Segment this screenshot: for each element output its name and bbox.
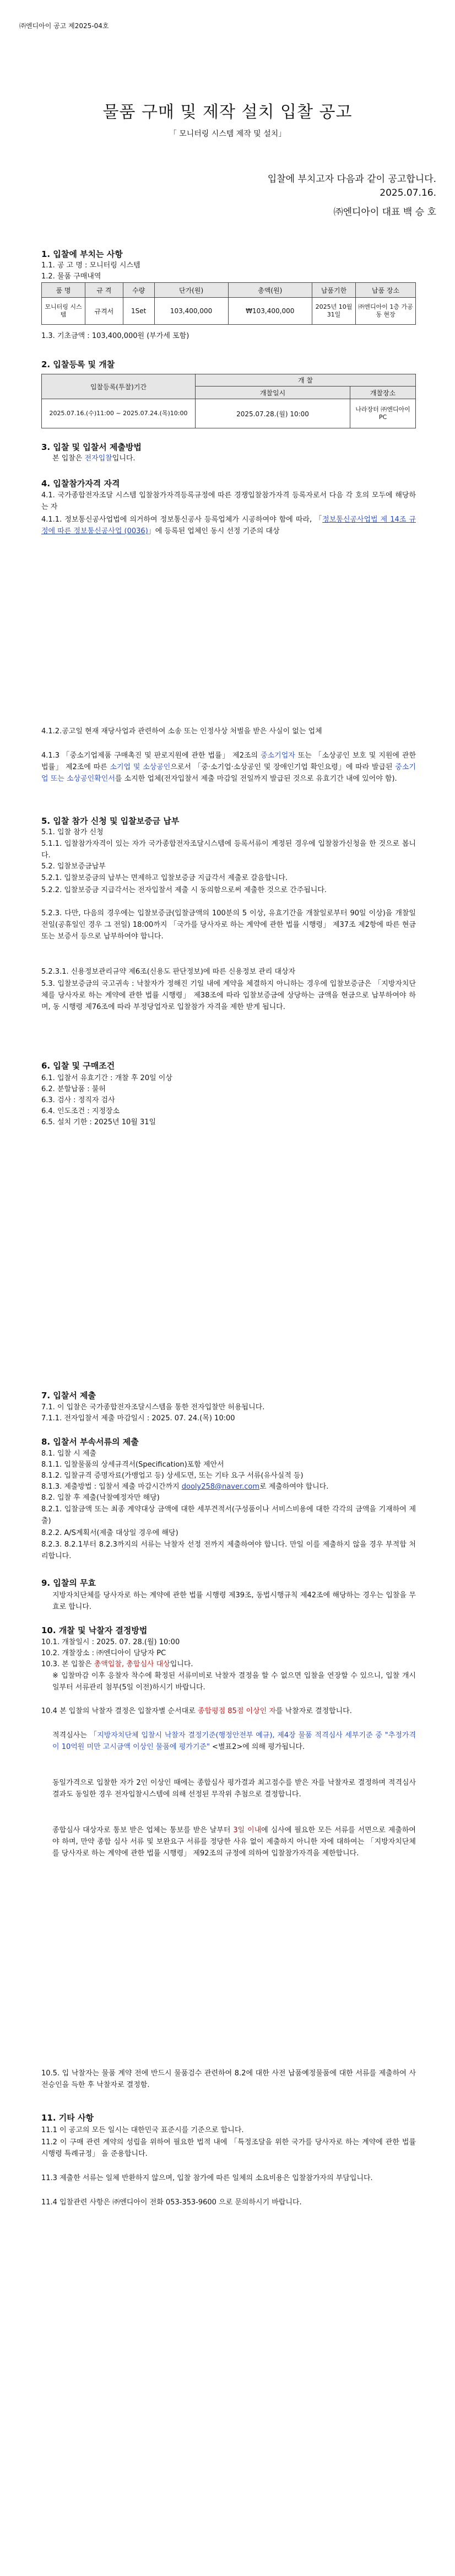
td-deadline: 2025년 10월 31일 [312,298,356,325]
s4-p2d: 인 동시 선정 기준의 대상 [201,527,280,535]
s6-l5: 6.5. 설치 기한 : 2025년 10월 31일 [41,1118,156,1126]
purchase-table [41,282,416,325]
section-4-heading: 4. 입찰참가자격 자격 [41,479,120,489]
s4-p4 [41,750,416,785]
notice-date: 2025.07.16. [380,187,436,198]
s4-p2 [41,514,416,537]
intro-line: 입찰에 부치고자 다음과 같이 공고합니다. [267,174,436,185]
s10-l2: 10.2. 개찰장소 : ㈜엔디아이 담당자 PC [41,1649,166,1657]
table-row [42,298,416,325]
issuer: ㈜엔디아이 대표 백 승 호 [333,207,436,218]
s11-p3: 11.3 제출한 서류는 일체 반환하지 않으며, 입찰 참가에 따른 일체의 소요비용은 입찰참가자의 부담입니다. [41,2174,373,2182]
s9-p1: 지방자치단체를 당사자로 하는 계약에 관한 법률 시행령 제39조, 동법시행규칙 제42조에 해당하는 경우는 입찰을 무효로 합니다. [52,1591,416,1611]
s10-l3b: 총액입찰, 총합심사 대상 [94,1660,170,1668]
notice-number: ㈜엔디아이 공고 제2025-04호 [19,22,109,30]
section-2-heading: 2. 입찰등록 및 개찰 [41,359,115,369]
th-deadline: 납품기한 [312,283,356,298]
section-8-heading: 8. 입찰서 부속서류의 제출 [41,1437,139,1447]
table-header-row [42,283,416,298]
s8-l4c: 로 제출하여야 합니다. [259,1483,329,1491]
s4-p4g: 를 소지한 업체(전자입찰서 제출 마감일 전일까지 발급된 것으로 유효기간 내에 있어야 함). [115,775,397,783]
s11-p2: 11.2 이 구매 관련 계약의 성립을 위하여 필요한 법적 내에 「특정조달을 위한 국가를 당사자로 하는 계약에 관한 법률 시행령 특례규정」 을 준용합니다. [41,2138,416,2158]
s5-p2: 5.2.1. 입찰보증금의 납부는 면제하고 입찰보증금 지급각서 제출로 갈음합니다. [41,874,288,882]
s4-p2b: 정보통신공사업법 제 14조 규정에 따른 정보통신공사업 (0036) [41,516,416,535]
s10-p6c: <별표2>에 의해 평가됩니다. [209,1743,305,1751]
section-11-heading: 11. 기타 사항 [41,2113,94,2123]
s8-l1: 8.1. 입찰 시 제출 [41,1450,96,1458]
s5-p5: 5.2.3.1. 신용정보관리규약 제6조(신용도 판단정보)에 따른 신용정보 관리 대상자 [41,968,296,976]
td-opening-date: 2025.07.28.(월) 10:00 [196,399,350,428]
s10-p7: 동일가격으로 입찰한 자가 2인 이상인 때에는 종합심사 평가결과 최고점수를 받은 자를 낙찰자로 결정하며 적격심사 결과도 동일한 경우 전자입찰시스템에 의해 선정된 무작위 추첨으로 결정합니다. [52,1779,416,1799]
s4-p2c: 」에 등록된 업체 [148,527,202,535]
th-period: 입찰등록(투찰)기간 [42,374,196,399]
s8-p6: 8.2.1. 입찰금액 또는 최종 계약대상 금액에 대한 세부견적서(구성품이나 서비스비용에 대한 각각의 금액을 기재하여 제출) [41,1505,416,1525]
s8-l4 [41,1482,416,1492]
s10-p8c: 에 심사에 필요한 모든 서류를 서면으로 제출하여야 하며, 만약 종합 심사 서류 및 보완요구 서류를 정당한 사유 없이 제출하지 아니한 자에 대하여는 「지방자치단체를 당사자로 하는 계약에 관한 법률 시행령」 제92조의 규정에 의하여 입찰참가자격을 제한합니다. [52,1826,416,1858]
s10-p6 [52,1730,416,1753]
page-subtitle: 「 모니터링 시스템 제작 및 설치」 [169,130,286,138]
td-qty: 1Set [123,298,154,325]
s10-p9: 10.5. 입 낙찰자는 물품 계약 전에 반드시 물품검수 관련하여 8.2에 대한 사전 납품예정물품에 대한 서류를 제출하여 사전승인을 득한 후 낙찰자로 결정함. [41,2069,416,2089]
page-title: 물품 구매 및 제작 설치 입찰 공고 [102,103,353,122]
s4-p4f: 중소기업 또는 소상공인확인서 [41,763,416,783]
s8-l5: 8.2. 입찰 후 제출(낙찰예정자만 해당) [41,1494,160,1502]
s10-p6a: 적격심사는 「 [52,1731,98,1740]
s7-l1: 7.1. 이 입찰은 국가종합전자조달시스템을 통한 전자입찰만 허용됩니다. [41,1403,265,1412]
th-opening: 개 찰 [196,374,416,387]
s5-l2: 5.2. 입찰보증금납부 [41,862,106,871]
section-1-heading: 1. 입찰에 부치는 사항 [41,249,123,259]
s10-p5a: 10.4 본 입찰의 낙찰자 결정은 입찰자별 순서대로 [41,1707,198,1715]
section-9-heading: 9. 입찰의 무효 [41,1578,96,1588]
s10-p5b: 종합평점 85점 이상인 자 [197,1707,276,1715]
bid-schedule-table [41,374,416,428]
th-spec: 규 격 [85,283,123,298]
s8-l2: 8.1.1. 입찰물품의 상세규격서(Specification)포함 제안서 [41,1461,224,1469]
s10-l1: 10.1. 개찰일시 : 2025. 07. 28.(월) 10:00 [41,1638,180,1646]
s3-l1a: 본 입찰은 [52,454,85,463]
s10-p4: ※ 입찰마감 이후 응찰자 착수에 확정된 서류미비로 낙찰자 결정을 할 수 없으면 입찰을 연장할 수 있으니, 입찰 개시일부터 서류관리 첨부(5일 이전)하시기 바랍니다. [52,1672,416,1692]
s6-l3: 6.3. 검사 : 정직자 검사 [41,1096,115,1104]
td-opening-place: 나라장터 ㈜엔디아이 PC [350,399,416,428]
s11-p1: 11.1 이 공고의 모든 일시는 대한민국 표준시를 기준으로 합니다. [41,2126,244,2134]
s7-l2: 7.1.1. 전자입찰서 제출 마감일시 : 2025. 07. 24.(목) 10:00 [41,1414,235,1423]
th-place: 납품 장소 [356,283,416,298]
s8-p8: 8.2.3. 8.2.1부터 8.2.3까지의 서류는 낙찰자 선정 전까지 제출하여야 합니다. 만일 이를 제출하지 않을 경우 부적합 처리합니다. [41,1541,416,1560]
s6-l1: 6.1. 입찰서 유효기간 : 개찰 후 20일 이상 [41,1074,172,1082]
s5-l1: 5.1. 입찰 참가 신청 [41,828,104,836]
s10-l3 [41,1659,416,1670]
submission-email-link[interactable]: dooly258@naver.com [181,1483,259,1491]
s3-l1b: 전자입찰 [84,454,112,463]
s4-p2a: 4.1.1. 정보통신공사업법에 의거하여 정보통신공사 등록업체가 시공하여야 함에 따라, 「 [41,516,323,524]
section-10-heading: 10. 개찰 및 낙찰자 결정방법 [41,1625,148,1635]
s4-p4b: 중소기업자 [261,752,295,760]
s6-l4: 6.4. 인도조건 : 지정장소 [41,1107,120,1115]
s10-p5c: 를 낙찰자로 결정합니다. [275,1707,352,1715]
s4-p4c: 또는 「소상공인 보호 및 지원에 관한 법률」 제2조에 따른 [41,752,416,771]
td-total: ₩103,400,000 [228,298,312,325]
td-period: 2025.07.16.(수)11:00 ~ 2025.07.24.(목)10:00 [42,399,196,428]
s6-l2: 6.2. 분할납품 : 불허 [41,1085,106,1093]
s4-p4a: 4.1.3 「중소기업제품 구매촉진 및 판로지원에 관한 법률」 제2조의 [41,752,261,760]
th-opening-place: 개찰장소 [350,387,416,399]
s4-p1: 4.1. 국가종합전자조달 시스템 입찰참가자격등록규정에 따른 경쟁입찰참가자격 등록자로서 다음 각 호의 모두에 해당하는 자 [41,491,416,511]
s10-p8b: 3일 이내 [233,1826,262,1834]
th-opening-date: 개찰일시 [196,387,350,399]
th-qty: 수량 [123,283,154,298]
s1-l1: 1.1. 공 고 명 : 모니터링 시스템 [41,261,140,270]
s3-l1 [52,453,416,464]
td-name: 모니터링 시스템 [42,298,85,325]
s1-l3: 1.3. 기초금액 : 103,400,000원 (부가세 포함) [41,332,189,340]
s10-l3c: 입니다. [170,1660,193,1668]
th-total: 총액(원) [228,283,312,298]
s4-p4d: 소기업 및 소상공인 [110,763,171,771]
s10-p8a: 종합심사 대상자로 통보 받은 업체는 통보를 받은 날부터 [52,1826,234,1834]
s8-l4a: 8.1.3. 제출방법 : 입찰서 제출 마감시간까지 [41,1483,182,1491]
td-spec: 규격서 [85,298,123,325]
section-7-heading: 7. 입찰서 제출 [41,1391,96,1400]
s10-l3a: 10.3. 본 입찰은 [41,1660,94,1668]
table-row [42,399,416,428]
s4-p3: 4.1.2.공고일 현재 재당사업과 관련하여 소송 또는 인정사상 처벌을 받은 사실이 없는 업체 [41,727,322,736]
td-unit-price: 103,400,000 [154,298,228,325]
s1-l2: 1.2. 물품 구매내역 [41,272,101,281]
th-unit-price: 단가(원) [154,283,228,298]
s5-p1: 5.1.1. 입찰참가자격이 있는 자가 국가종합전자조달시스템에 등록서류이 계정된 경우에 입찰참가신청을 한 것으로 봅니다. [41,840,416,860]
s10-p6b: 지방자치단체 입찰시 낙찰자 결정기준(행정안전부 예규), 제4장 물품 적격심사 세부기준 중 "추정가격이 10억원 미만 고시금액 이상인 물품에 평가기준" [52,1731,416,1751]
th-name: 품 명 [42,283,85,298]
s5-p4: 5.2.3. 다만, 다음의 경우에는 입찰보증금(입찰금액의 100분의 5 이상, 유효기간을 개찰일로부터 90일 이상)을 개찰일 전일(공휴일인 경우 그 전일) 18:00까지 「국가를 당사자로 하는 계약에 관한 법률 시행령」 제37조 제2항에 따른 현금 또는 보증서 등으로 납부하여야 합니다. [41,909,416,941]
section-5-heading: 5. 입찰 참가 신청 및 입찰보증금 납부 [41,816,180,826]
td-place: ㈜엔디아이 1층 가공동 현장 [356,298,416,325]
s5-p3: 5.2.2. 입찰보증금 지급각서는 전자입찰서 제출 시 동의함으로써 제출한 것으로 간주됩니다. [41,886,327,894]
s10-p8 [52,1824,416,1859]
s5-p6: 5.3. 입찰보증금의 국고귀속 : 낙찰자가 정해진 기일 내에 계약을 체결하지 아니하는 경우에 입찰보증금은 「지방자치단체를 당사자로 하는 계약에 관한 법률 시행령」 제38조에 따라 입찰보증금에 상당하는 금액을 현금으로 납부하여야 하며, 동 시행령 제76조에 따라 부정당업자로 입찰참가 자격을 제한 받게 됩니다. [41,980,416,1011]
s8-l7: 8.2.2. A/S계획서(제출 대상일 경우에 해당) [41,1529,178,1537]
section-3-heading: 3. 입찰 및 입찰서 제출방법 [41,442,142,452]
section-6-heading: 6. 입찰 및 구매조건 [41,1061,115,1071]
s3-l1c: 입니다. [112,454,136,463]
s10-p5 [41,1705,416,1717]
s8-l3: 8.1.2. 입찰규격 증명자료(가맹업고 등) 상세도면, 또는 기타 요구 서류(유사실적 등) [41,1472,304,1480]
s4-p4e: 으로서 「중·소기업·소상공인 및 장애인기업 확인요령」에 따라 발급된 [170,763,396,771]
s11-p4: 11.4 입찰관련 사항은 ㈜엔디아이 전화 053-353-9600 으로 문의하시기 바랍니다. [41,2198,302,2207]
